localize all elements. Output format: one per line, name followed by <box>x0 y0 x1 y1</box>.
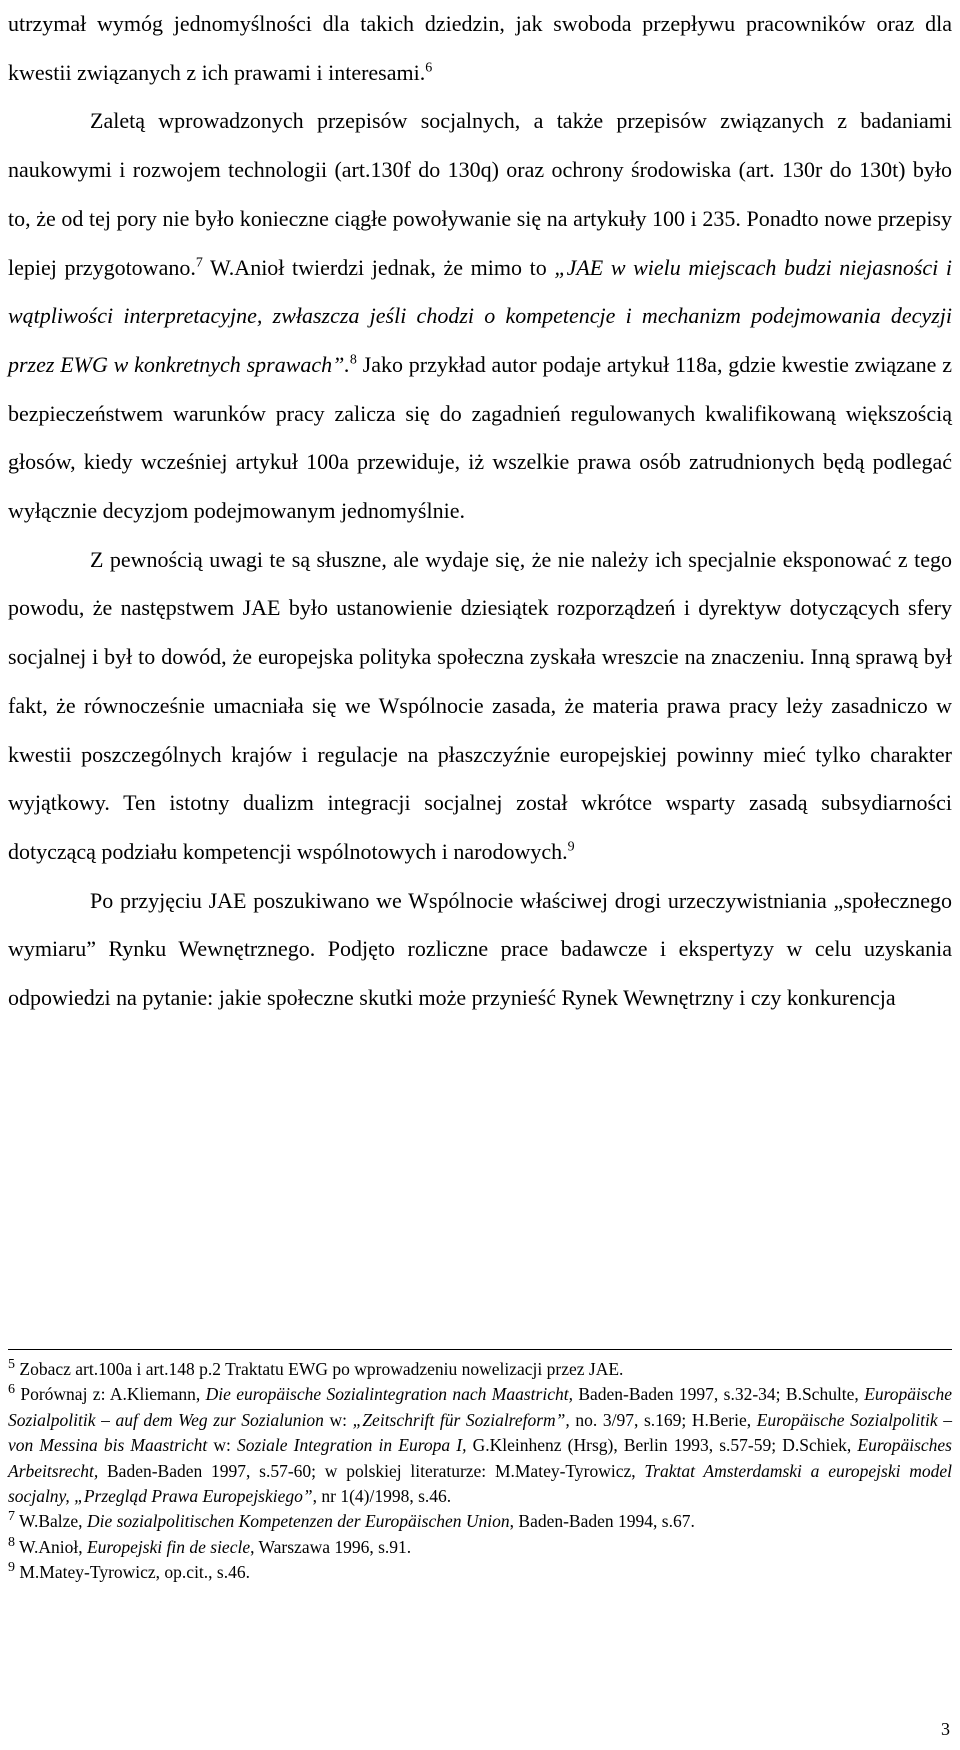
paragraph-text: Z pewnością uwagi te są słuszne, ale wydaje się, że nie należy ich specjalnie eksponować z tego powodu, że następstwem JAE było ustanowienie dziesiątek rozporządzeń i dyrektyw dotyczących sfery socjalnej i był to dowód, że europejska polityka społeczna zyskała wreszcie na znaczeniu. Inną sprawą był fakt, że równocześnie umacniała się we Wspólnocie zasada, że materia prawa pracy leży zasadniczo w kwestii poszczególnych krajów i regulacje na płaszczyźnie europejskiej powinny mieć tylko charakter wyjątkowy. Ten istotny dualizm integracji socjalnej został wkrótce wsparty zasadą subsydiarności dotyczącą podziału kompetencji wspólnotowych i narodowych. <box>8 546 952 864</box>
footnote-text: Porównaj z: A.Kliemann, <box>15 1384 206 1405</box>
footnotes <box>8 1357 952 1586</box>
paragraph <box>8 877 952 1023</box>
main-text <box>8 0 952 1023</box>
paragraph-text: Zaletą wprowadzonych przepisów socjalnych, a także przepisów związanych z badaniami naukowymi i rozwojem technologii (art.130f do 130q) oraz ochrony środowiska (art. 130r do 130t) było to, że od tej pory nie było konieczne ciągłe powoływanie się na artykuły 100 i 235. Ponadto nowe przepisy lepiej przygotowano. <box>8 108 952 280</box>
page-number: 3 <box>941 1719 950 1739</box>
citation-title: Traktat Amsterdamski a europejski model socjalny, „Przegląd Prawa Europejskiego” <box>8 1460 952 1507</box>
footnote-text: G.Kleinhenz (Hrsg), Berlin 1993, s.57-59; D.Schiek, <box>466 1435 858 1456</box>
citation-title: Europejski fin de siecle <box>86 1536 251 1557</box>
footnote-number: 5 <box>8 1357 15 1373</box>
paragraph-text: Jako przykład autor podaje artykuł 118a, gdzie kwestie związane z bezpieczeństwem warunków pracy zalicza się do zagadnień regulowanych kwalifikowaną większością głosów, kiedy wcześniej artykuł 100a przewiduje, iż wszelkie prawa osób zatrudnionych będą podlegać wyłącznie decyzjom podejmowanym jednomyślnie. <box>8 351 952 524</box>
citation-title: „Zeitschrift für Sozialreform”, <box>352 1409 570 1430</box>
footnote-text: W.Balze, <box>15 1511 87 1532</box>
footnote-text: M.Matey-Tyrowicz, op.cit., s.46. <box>15 1562 250 1583</box>
footnote <box>8 1382 952 1509</box>
citation-title: Europäische Sozialpolitik – auf dem Weg zur Sozialunion <box>8 1384 952 1430</box>
footnote-text: , Warszawa 1996, s.91. <box>250 1536 412 1557</box>
footnote-text: w: <box>323 1409 353 1430</box>
footnote <box>8 1535 952 1560</box>
citation-title: Die europäische Sozialintegration nach Maastricht, <box>205 1384 573 1405</box>
citation-title: Die sozialpolitischen Kompetenzen der Europäischen Union <box>86 1511 510 1532</box>
citation-title: Europäisches Arbeitsrecht, <box>8 1435 952 1481</box>
footnote-text: , Baden-Baden 1994, s.67. <box>509 1511 695 1532</box>
footnote-text: Baden-Baden 1997, s.57-60; w polskiej literaturze: M.Matey-Tyrowicz, <box>98 1460 645 1481</box>
footnote-text: Baden-Baden 1997, s.32-34; B.Schulte, <box>572 1384 865 1405</box>
footnote <box>8 1357 952 1382</box>
paragraph <box>8 97 952 535</box>
footnote-ref[interactable]: 7 <box>195 255 203 271</box>
footnote-text: Zobacz art.100a i art.148 p.2 Traktatu EWG po wprowadzeniu nowelizacji przez JAE. <box>15 1359 624 1379</box>
paragraph-text: utrzymał wymóg jednomyślności dla takich dziedzin, jak swoboda przepływu pracowników oraz dla kwestii związanych z ich prawami i interesami. <box>8 11 952 85</box>
paragraph <box>8 536 952 877</box>
footnote-ref[interactable]: 6 <box>425 60 433 76</box>
citation-title: Soziale Integration in Europa I, <box>236 1435 467 1456</box>
paragraph-text: Po przyjęciu JAE poszukiwano we Wspólnocie właściwej drogi urzeczywistniania „społecznego wymiaru” Rynku Wewnętrznego. Podjęto rozliczne prace badawcze i ekspertyzy w celu uzyskania odpowiedzi na pytanie: jakie społeczne skutki może przynieść Rynek Wewnętrzny i czy konkurencja <box>8 887 952 1011</box>
footnote-number: 7 <box>8 1509 15 1525</box>
quotation: „JAE w wielu miejscach budzi niejasności i wątpliwości interpretacyjne, zwłaszcza jeśli chodzi o kompetencje i mechanizm podejmowania decyzji przez EWG w konkretnych sprawach”. <box>8 254 952 377</box>
paragraph-text: W.Anioł twierdzi jednak, że mimo to <box>202 254 555 280</box>
footnote-text: w: <box>207 1435 237 1456</box>
footnote-number: 8 <box>8 1535 15 1551</box>
footnote-separator <box>8 1349 952 1350</box>
paragraph <box>8 0 952 97</box>
footnote-number: 9 <box>8 1560 15 1576</box>
footnote <box>8 1509 952 1534</box>
footnote-text: no. 3/97, s.169; H.Berie, <box>569 1409 757 1430</box>
footnote-text: , nr 1(4)/1998, s.46. <box>312 1486 452 1507</box>
footnote <box>8 1560 952 1585</box>
footnote-text: W.Anioł, <box>15 1536 87 1557</box>
citation-title: Europäische Sozialpolitik – von Messina bis Maastricht <box>8 1409 952 1456</box>
footnote-number: 6 <box>8 1382 15 1398</box>
footnote-ref[interactable]: 9 <box>567 839 575 855</box>
footnote-ref[interactable]: 8 <box>349 352 357 368</box>
